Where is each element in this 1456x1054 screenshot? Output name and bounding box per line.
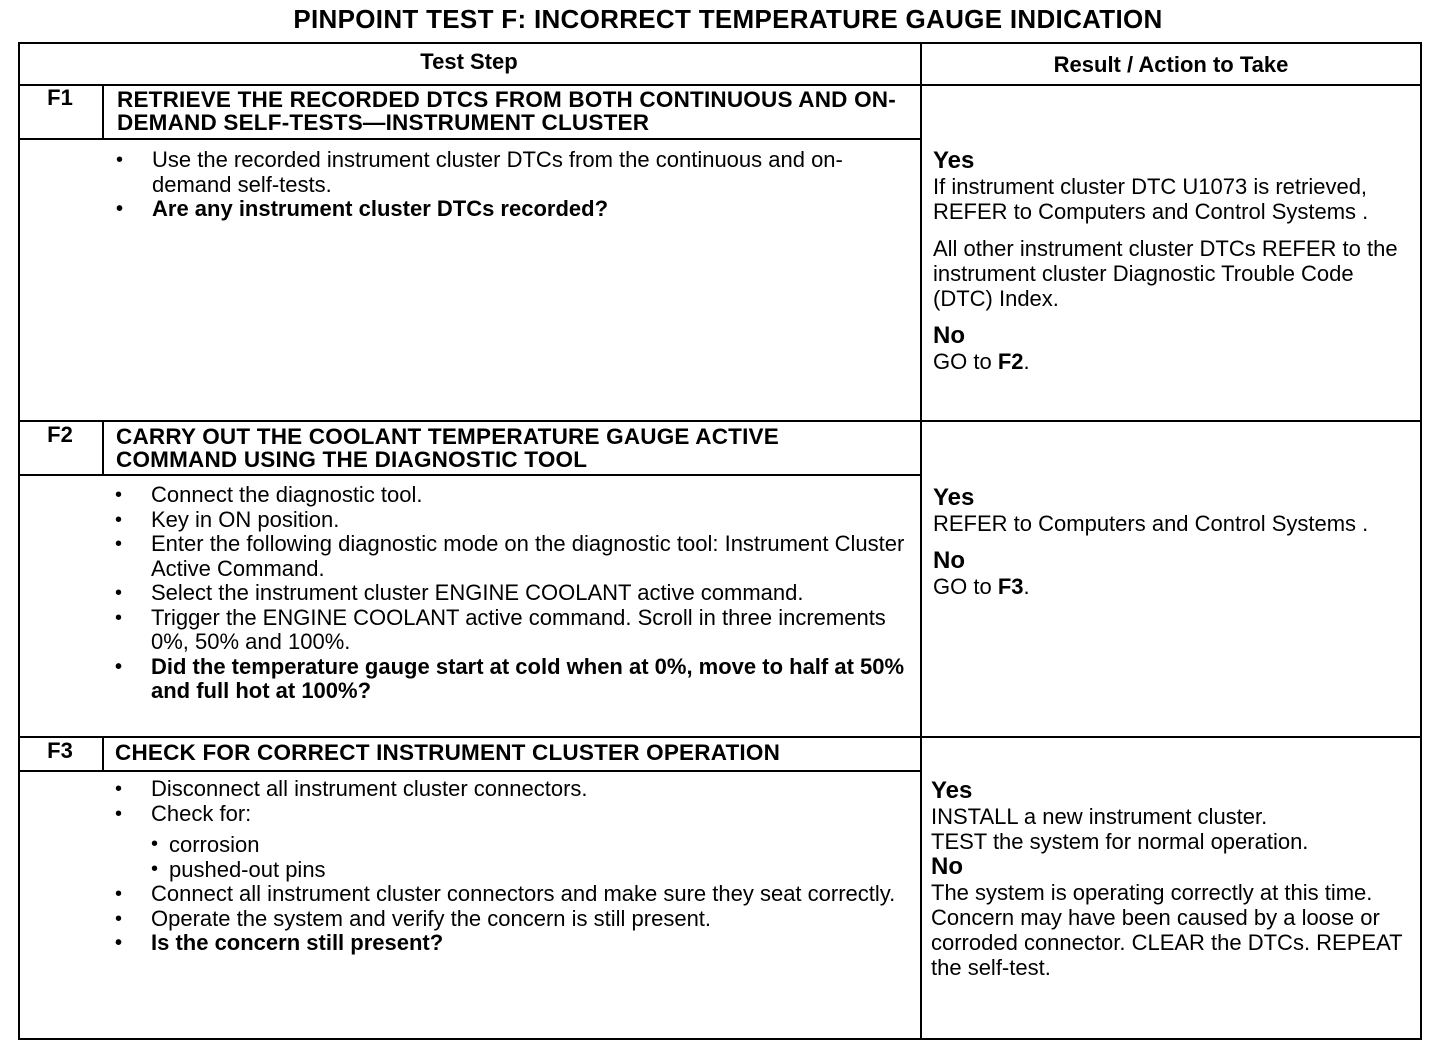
f1-no-target: F2 — [997, 349, 1024, 374]
f3-id-divider — [102, 736, 104, 772]
step-f1-title: RETRIEVE THE RECORDED DTCS FROM BOTH CONTINUOUS AND ON-DEMAND SELF-TESTS—INSTRUMENT CLUSTER — [117, 87, 896, 135]
step-f3-bullet: • Disconnect all instrument cluster connectors. — [115, 777, 905, 802]
step-f2-id: F2 — [47, 422, 73, 447]
step-f3-bullet: • Operate the system and verify the concern is still present. — [115, 907, 905, 932]
step-f3-bullet: • Connect all instrument cluster connectors and make sure they seat correctly. — [115, 882, 905, 907]
f2-title-divider — [18, 474, 922, 476]
f1-no-label: No — [933, 322, 965, 349]
f1-id-divider — [102, 84, 104, 140]
check-for-list — [151, 832, 905, 882]
f1-yes-text-1: If instrument cluster DTC U1073 is retrieved, REFER to Computers and Control Systems . — [933, 174, 1369, 224]
row-divider-f2 — [18, 420, 1422, 422]
step-f2-bullet: • Trigger the ENGINE COOLANT active command. Scroll in three increments 0%, 50% and 100%. — [115, 606, 905, 655]
step-f3-title: CHECK FOR CORRECT INSTRUMENT CLUSTER OPERATION — [115, 740, 781, 765]
step-f1-id: F1 — [47, 85, 73, 110]
f3-no-text: The system is operating correctly at this time. Concern may have been caused by a loose or corroded connector. CLEAR the DTCs. REPEAT the self-test. — [931, 880, 1403, 980]
f1-no-action: GO to F2. — [933, 349, 1030, 374]
f2-no-action: GO to F3. — [933, 574, 1030, 599]
step-f1-bullet: • Use the recorded instrument cluster DTCs from the continuous and on-demand self-tests. — [116, 148, 906, 197]
header-test-step: Test Step — [420, 49, 518, 74]
step-f3-instructions — [115, 777, 905, 956]
row-divider-f3 — [18, 736, 1422, 738]
step-f3-result — [931, 778, 1417, 980]
page-title: PINPOINT TEST F: INCORRECT TEMPERATURE GAUGE INDICATION — [293, 4, 1163, 34]
f2-no-label: No — [933, 547, 965, 574]
f3-no-label: No — [931, 853, 963, 880]
f1-yes-text-2: All other instrument cluster DTCs REFER to the instrument cluster Diagnostic Trouble Code (DTC) Index. — [933, 236, 1398, 311]
f3-title-divider — [18, 770, 922, 772]
header-result-action: Result / Action to Take — [1053, 52, 1289, 77]
f3-yes-text-1: INSTALL a new instrument cluster. — [931, 804, 1268, 829]
header-divider — [18, 84, 1422, 86]
f1-title-divider — [18, 138, 922, 140]
f3-yes-label: Yes — [931, 777, 973, 804]
f3-yes-text-2: TEST the system for normal operation. — [931, 829, 1309, 854]
table-border-left — [18, 42, 20, 1040]
column-divider — [920, 42, 922, 1040]
f2-id-divider — [102, 420, 104, 476]
f2-yes-label: Yes — [933, 484, 975, 511]
step-f2-bullet: • Select the instrument cluster ENGINE COOLANT active command. — [115, 581, 905, 606]
f2-yes-text-1: REFER to Computers and Control Systems . — [933, 511, 1369, 536]
pinpoint-test-table — [18, 42, 1422, 1040]
step-f1-instructions — [116, 148, 906, 222]
step-f2-question: • Did the temperature gauge start at cold when at 0%, move to half at 50% and full hot at 100%? — [115, 655, 905, 704]
step-f3-bullet: • Check for: • corrosion • pushed-out pins — [115, 802, 905, 883]
step-f2-title: CARRY OUT THE COOLANT TEMPERATURE GAUGE ACTIVE COMMAND USING THE DIAGNOSTIC TOOL — [116, 424, 779, 472]
table-border-right — [1420, 42, 1422, 1040]
step-f2-result — [933, 485, 1413, 599]
f1-yes-label: Yes — [933, 147, 975, 174]
step-f2-instructions — [115, 483, 905, 704]
step-f3-id: F3 — [47, 738, 73, 763]
step-f2-bullet: • Enter the following diagnostic mode on the diagnostic tool: Instrument Cluster Active Command. — [115, 532, 905, 581]
step-f2-bullet: • Key in ON position. — [115, 508, 905, 533]
table-border-bottom — [18, 1038, 1422, 1040]
check-item: • corrosion — [151, 832, 905, 857]
step-f1-question: • Are any instrument cluster DTCs recorded? — [116, 197, 906, 222]
check-item: • pushed-out pins — [151, 857, 905, 882]
step-f2-bullet: • Connect the diagnostic tool. — [115, 483, 905, 508]
step-f1-result — [933, 148, 1413, 374]
step-f3-question: • Is the concern still present? — [115, 931, 905, 956]
f2-no-target: F3 — [997, 574, 1024, 599]
table-border-top — [18, 42, 1422, 44]
